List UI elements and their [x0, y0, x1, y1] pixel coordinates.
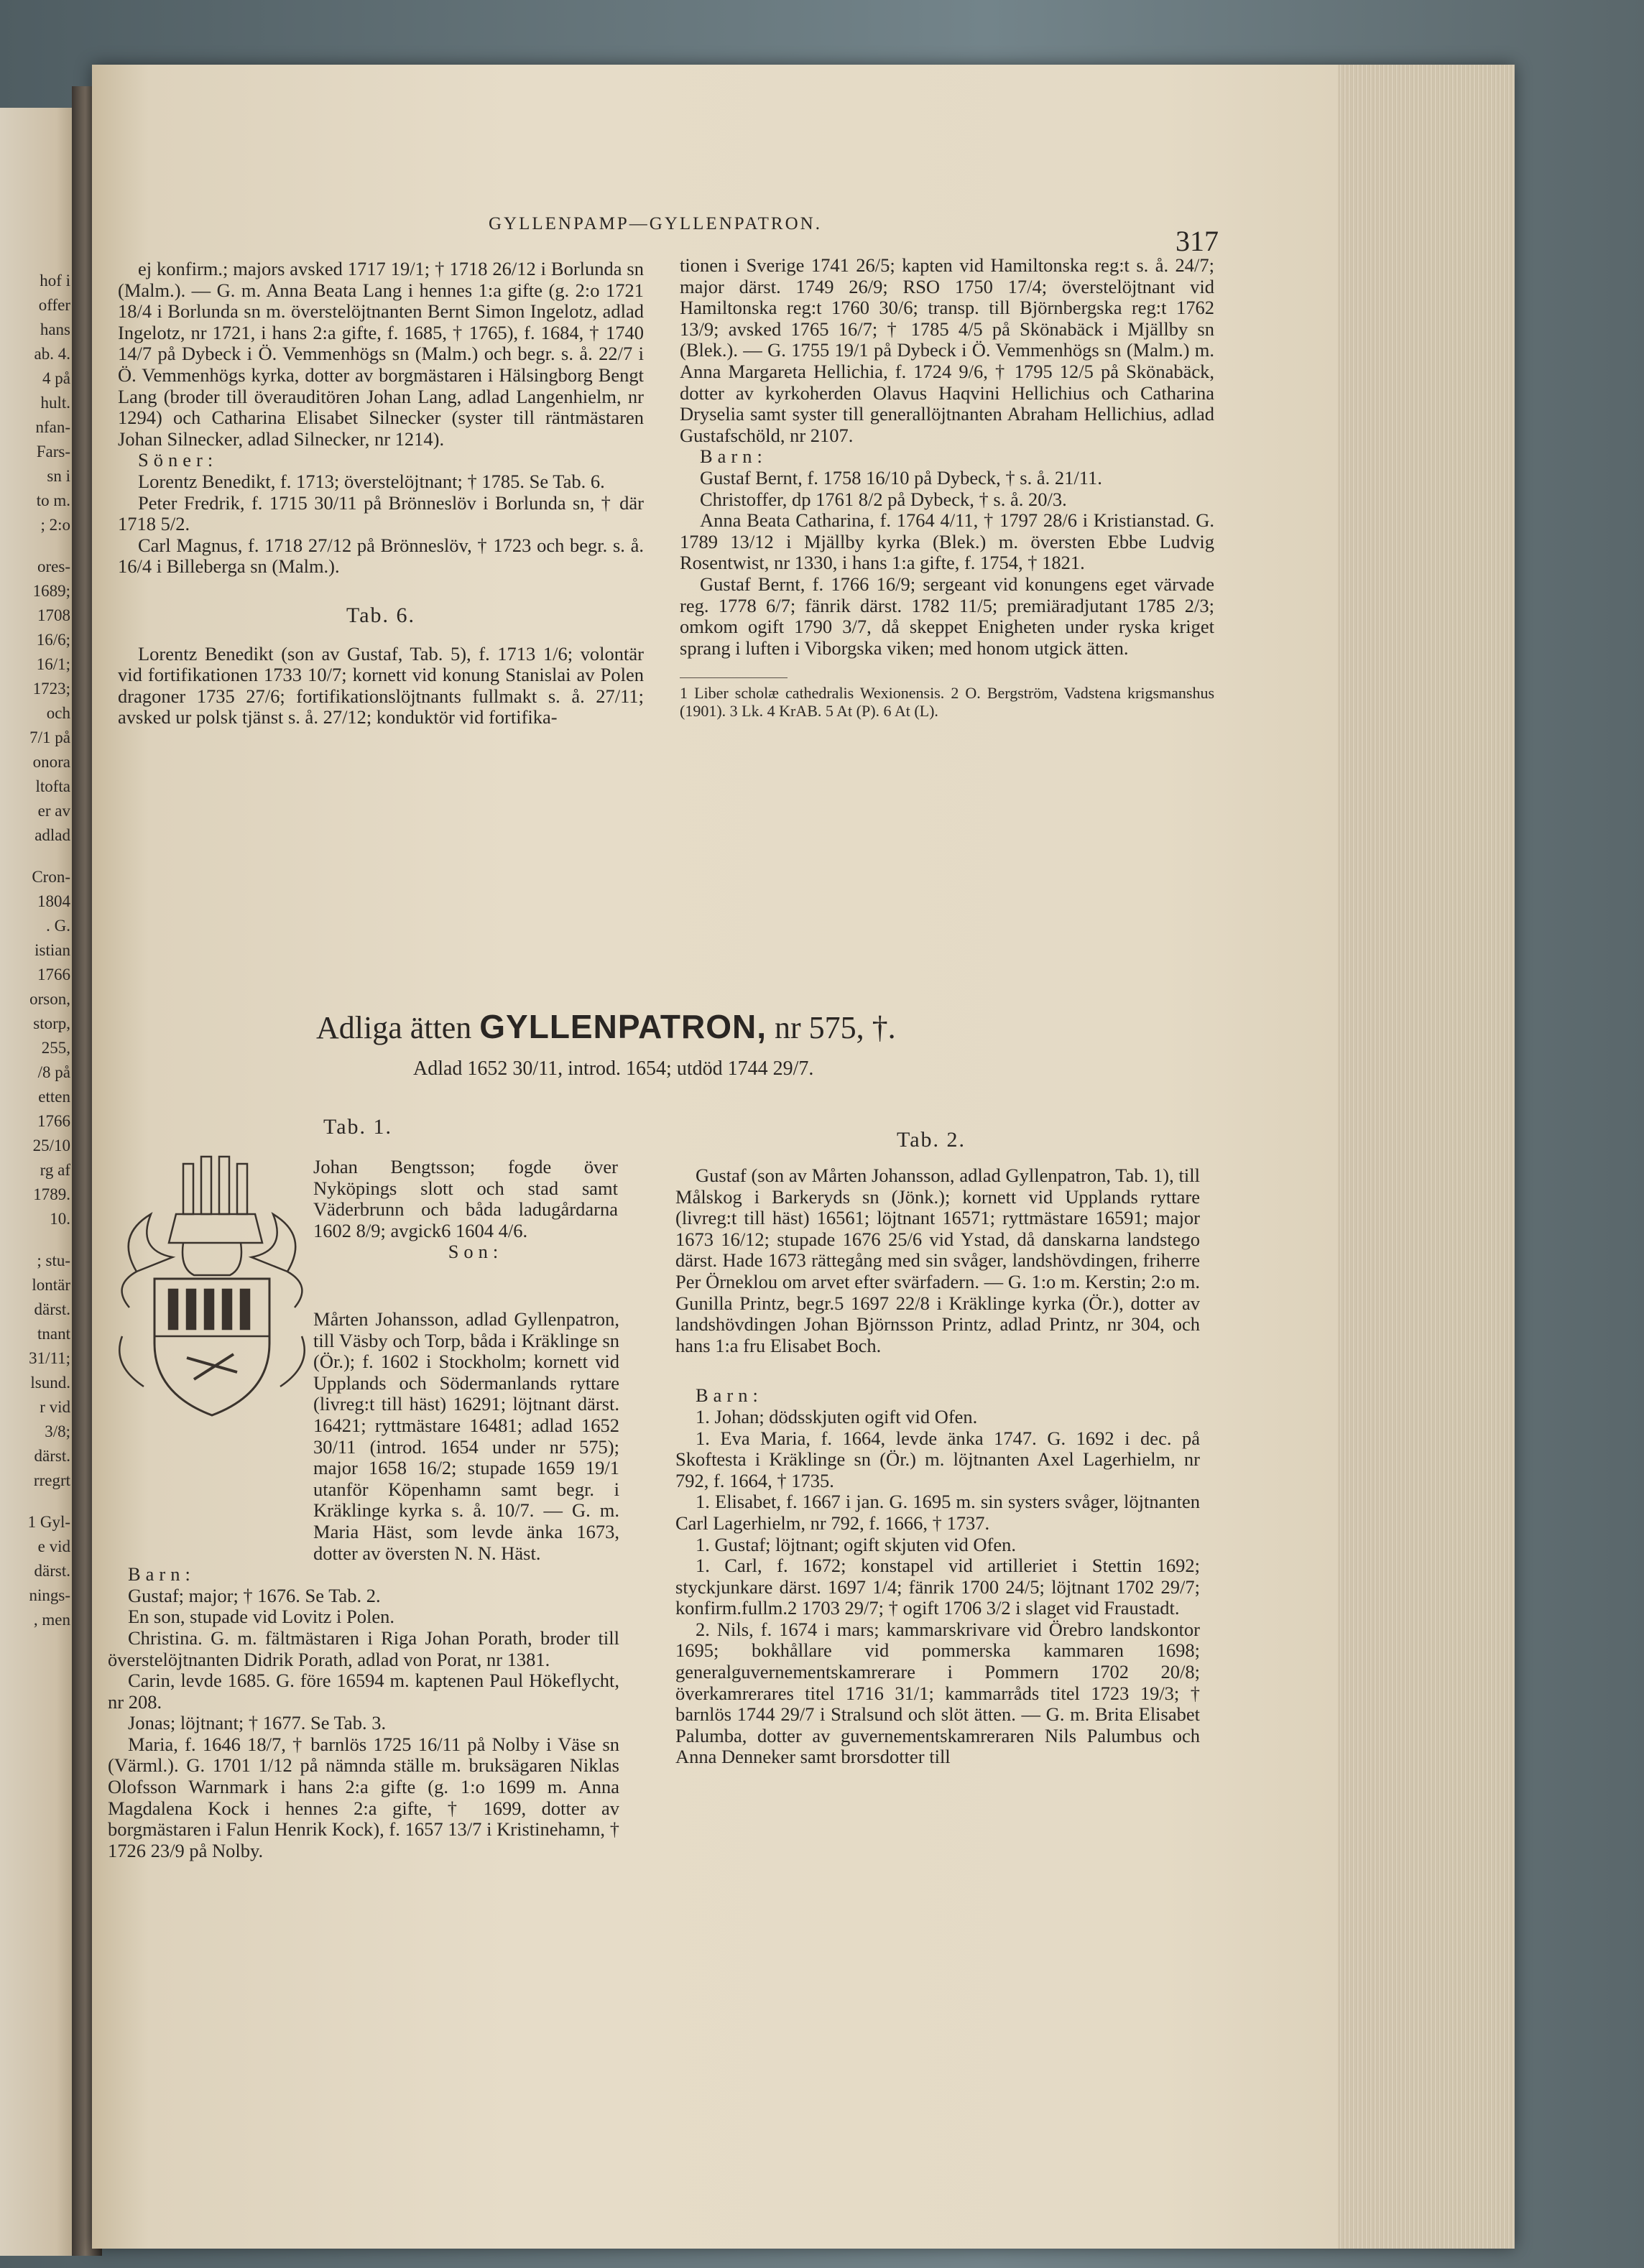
- list-item: Carin, levde 1685. G. före 16594 m. kaptenen Paul Hökeflycht, nr 208.: [108, 1670, 619, 1713]
- left-page-fragment: ; stu-: [37, 1251, 70, 1269]
- paragraph: Johan Bengtsson; fogde över Nyköpings slott och stad samt Väderbrunn och båda ladugårdarna 1602 8/9; avgick6 1604 4/6.: [313, 1156, 618, 1241]
- list-item: Carl Magnus, f. 1718 27/12 på Brönneslöv, † 1723 och begr. s. å. 16/4 i Billeberga sn (Malm.).: [118, 534, 644, 578]
- left-page-fragment: to m.: [36, 491, 70, 509]
- left-page-fragment: hof i: [40, 272, 70, 290]
- list-item: Christina. G. m. fältmästaren i Riga Johan Porath, broder till överstelöjtnanten Didrik Porath, adlad von Porat, nr 1381.: [108, 1626, 619, 1670]
- left-page-fragment: lsund.: [30, 1374, 70, 1392]
- section-label: Barn:: [696, 1384, 763, 1407]
- left-page-fragment: 10.: [50, 1210, 70, 1228]
- table-heading: Tab. 6.: [346, 603, 416, 627]
- left-page-fragment: 7/1 på: [29, 728, 70, 746]
- list-item: 1. Johan; dödsskjuten ogift vid Ofen.: [696, 1405, 978, 1427]
- left-page-fragment: istian: [34, 941, 70, 959]
- list-item: Gustaf; major; † 1676. Se Tab. 2.: [128, 1584, 381, 1606]
- left-page-fragment: rregrt: [33, 1471, 70, 1489]
- top-left-column: [118, 259, 644, 728]
- left-page-fragment: nings-: [29, 1586, 70, 1604]
- left-page-edge: [0, 108, 80, 2256]
- footnote-rule: [680, 677, 788, 678]
- left-page-fragment: ores-: [37, 557, 70, 575]
- left-page-fragment: 4 på: [42, 369, 70, 387]
- left-page-fragment: , men: [33, 1611, 70, 1629]
- left-page-fragment: adlad: [34, 826, 70, 844]
- left-page-fragment: ltofta: [35, 777, 70, 795]
- list-item: Peter Fredrik, f. 1715 30/11 på Brönneslöv i Borlunda sn, † där 1718 5/2.: [118, 491, 644, 535]
- tab2-heading: Tab. 2.: [897, 1128, 966, 1152]
- left-page-fragment: 255,: [41, 1039, 70, 1057]
- left-page-fragment: orson,: [29, 990, 70, 1008]
- left-page-fragment: e vid: [37, 1537, 70, 1555]
- left-page-fragment: etten: [38, 1088, 70, 1106]
- left-page-fragment: r vid: [40, 1398, 70, 1416]
- left-page-fragment: rg af: [40, 1161, 70, 1179]
- left-page-fragment: sn i: [47, 467, 70, 485]
- family-title: [316, 1007, 896, 1046]
- left-page-fragment: hans: [40, 320, 70, 338]
- tab1-column: [108, 1309, 619, 1861]
- tab2-column: [675, 1165, 1200, 1768]
- left-page-fragment: hult.: [40, 394, 70, 412]
- title-prefix: Adliga ätten: [316, 1010, 472, 1045]
- left-page-fragment: 1766: [37, 966, 70, 983]
- list-item: Lorentz Benedikt, f. 1713; överstelöjtnant; † 1785. Se Tab. 6.: [138, 470, 605, 492]
- list-item: 1. Gustaf; löjtnant; ogift skjuten vid Ofen.: [696, 1533, 1017, 1555]
- left-page-fragment: lontär: [32, 1276, 70, 1294]
- left-page-fragment: 16/6;: [36, 631, 70, 649]
- left-page-fragment: nfan-: [35, 418, 70, 436]
- left-page-fragment: /8 på: [37, 1063, 70, 1081]
- section-label: Son:: [448, 1241, 504, 1263]
- section-label: Barn:: [128, 1563, 195, 1586]
- left-page-fragment: 16/1;: [36, 655, 70, 673]
- left-page-fragment: därst.: [34, 1562, 70, 1580]
- tab1-heading: Tab. 1.: [323, 1115, 393, 1139]
- section-label: Barn:: [700, 445, 767, 468]
- paragraph: Mårten Johansson, adlad Gyllenpatron, till Väsby och Torp, båda i Kräklinge sn (Ör.); f. 1602 i Stockholm; kornett vid Upplands och Södermanlands ryttare (livreg:t till häst) 16291; löjtnant därst. 16421; ryttmästare 16481; adlad 1652 30/11 (introd. 1654 under nr 575); major 1658 16/2; stupade 1659 19/1 utanför Köpenhamn samt begr. i Kräklinge kyrka s. å. 10/7. — G. m. Maria Häst, som levde änka 1673, dotter av översten N. N. Häst.: [313, 1308, 619, 1564]
- list-item: Gustaf Bernt, f. 1758 16/10 på Dybeck, † s. å. 21/11.: [700, 466, 1102, 489]
- paragraph: ej konfirm.; majors avsked 1717 19/1; † 1718 26/12 i Borlunda sn (Malm.). — G. m. Anna Beata Lang i hennes 1:a gifte (g. 2:o 1721 18/4 i Borlunda sn m. överstelöjtnanten Bernt Simon Ingelotz, adlad Ingelotz, nr 1721, i hans 2:a gifte, f. 1685, † 1765), f. 1684, † 1740 14/7 på Dybeck i Ö. Vemmenhögs sn (Malm.) och begr. s. å. 22/7 i Ö. Vemmenhögs kyrka, dotter av borgmästaren i Hälsingborg Bengt Lang (broder till överauditören Johan Lang, adlad Langenhielm, nr 1294) och Catharina Elisabet Silnecker (syster till räntmästaren Johan Silnecker, adlad Silnecker, nr 1214).: [118, 258, 644, 450]
- left-page-fragment: . G.: [46, 917, 70, 935]
- left-page-fragment: ab. 4.: [34, 345, 70, 363]
- title-suffix: nr 575, †.: [775, 1010, 896, 1045]
- left-page-fragment: onora: [32, 753, 70, 771]
- list-item: Maria, f. 1646 18/7, † barnlös 1725 16/11 på Nolby i Väse sn (Värml.). G. 1701 1/12 på nämnda ställe m. bruksägaren Niklas Olofsson Warnmark i hans 2:a gifte (g. 1:o 1699 m. Anna Magdalena Kock i hennes 2:a gifte, † 1699, dotter av borgmästaren i Falun Henrik Kock), f. 1657 13/7 i Kristinehamn, † 1726 23/9 på Nolby.: [108, 1733, 619, 1861]
- list-item: En son, stupade vid Lovitz i Polen.: [128, 1606, 394, 1628]
- page-edges: [1338, 65, 1515, 2249]
- left-page-fragment: storp,: [33, 1014, 70, 1032]
- left-page-fragment: 1708: [37, 606, 70, 624]
- left-page-fragment: därst.: [34, 1447, 70, 1465]
- left-page-fragment: 1689;: [32, 582, 70, 600]
- left-page-fragment: Fars-: [36, 443, 70, 460]
- list-item: Christoffer, dp 1761 8/2 på Dybeck, † s. å. 20/3.: [700, 488, 1067, 510]
- paragraph: Gustaf (son av Mårten Johansson, adlad Gyllenpatron, Tab. 1), till Målskog i Barkeryds sn (Jönk.); kornett vid Upplands ryttare (livreg:t till häst) 16561; löjtnant 16571; ryttmästare 16591; major 1673 16/12; stupade 1676 25/6 vid Ystad, då danskarna landstego därst. Hade 1673 rättegång med sin svåger, landshövdingen, friherre Per Örneklou om arvet efter svärfadern. — G. 1:o m. Kerstin; 2:o m. Gunilla Printz, begr.5 1697 22/8 i Kräklinge kyrka (Ör.), dotter av landshövdingen Johan Björnsson Printz, adlad Printz, nr 304, och hans 1:a fru Elisabet Boch.: [675, 1165, 1200, 1356]
- family-name: GYLLENPATRON,: [479, 1008, 767, 1045]
- left-page-fragment: er av: [37, 802, 70, 820]
- left-page-fragment: 31/11;: [29, 1349, 70, 1367]
- list-item: Jonas; löjtnant; † 1677. Se Tab. 3.: [128, 1712, 387, 1734]
- left-page-fragment: ; 2:o: [40, 516, 70, 534]
- left-page-fragment: därst.: [34, 1300, 70, 1318]
- list-item: Gustaf Bernt, f. 1766 16/9; sergeant vid konungens eget värvade reg. 1778 6/7; fänrik därst. 1782 11/5; premiäradjutant 1785 2/3; omkom ogift 1790 3/7, då skeppet Enigheten under ryska kriget sprang i luften i Viborgska viken; med honom utgick ätten.: [680, 573, 1214, 659]
- running-title: GYLLENPAMP—GYLLENPATRON.: [489, 214, 822, 233]
- paragraph: Lorentz Benedikt (son av Gustaf, Tab. 5), f. 1713 1/6; volontär vid fortifikationen 1733 10/7; kornett vid konung Stanislai av Polen dragoner 1735 27/6; fortifikationslöjtnants fullmakt s. å. 27/11; avsked ur polsk tjänst s. å. 27/12; konduktör vid fortifika-: [118, 642, 644, 728]
- left-page-fragment: 1804: [37, 892, 70, 910]
- left-page-fragment: 25/10: [32, 1137, 70, 1154]
- left-page-fragment: och: [46, 704, 70, 722]
- list-item: 1. Eva Maria, f. 1664, levde änka 1747. G. 1692 i dec. på Skoftesta i Kräklinge sn (Ör.) m. löjtnanten Axel Lagerhielm, nr 792, f. 1664, † 1735.: [675, 1427, 1200, 1491]
- list-item: 1. Carl, f. 1672; konstapel vid artilleriet i Stettin 1692; styckjunkare därst. 1697 1/4; fänrik 1700 24/5; löjtnant 1702 29/7; konfirm.fullm.2 1703 29/7; † ogift 1706 3/2 i slaget vid Fraustadt.: [675, 1555, 1200, 1619]
- left-page-fragment: 1766: [37, 1112, 70, 1130]
- list-item: Anna Beata Catharina, f. 1764 4/11, † 1797 28/6 i Kristianstad. G. 1789 13/12 i Mjällby kyrka (Blek.) m. översten Ebbe Ludvig Rosentwist, nr 1330, i hans 1:a gifte, f. 1754, † 1821.: [680, 509, 1214, 574]
- top-right-column: [680, 255, 1214, 720]
- list-item: 2. Nils, f. 1674 i mars; kammarskrivare vid Örebro landskontor 1695; bokhållare vid pommerska kammaren 1698; generalguvernementskamrerare i Pommern 1702 20/8; överkamrerares titel 1716 31/1; kammarråds titel 1723 19/3; † barnlös 1744 29/7 i Stralsund och slöt ätten. — G. m. Brita Elisabet Palumba, dotter av guvernementskamreraren Nils Palumbus och Anna Denneker samt brorsdotter till: [675, 1618, 1200, 1768]
- left-page-fragment: tnant: [37, 1325, 70, 1343]
- section-label: Söner:: [138, 449, 218, 471]
- left-page-fragment: 1723;: [32, 680, 70, 698]
- paragraph: tionen i Sverige 1741 26/5; kapten vid Hamiltonska reg:t s. å. 24/7; major därst. 1749 26/9; RSO 1750 17/4; överstelöjtnant vid Hamiltonska reg:t 1760 30/6; transp. till Björnbergska reg:t 1762 13/9; avsked 1765 16/7; † 1785 4/5 på Skönabäck i Mjällby sn (Blek.). — G. 1755 19/1 på Dybeck i Ö. Vemmenhögs sn (Malm.) m. Anna Margareta Hellichia, f. 1724 9/6, † 1795 12/5 på Skönabäck, dotter av kyrkoherden Olavus Haqvini Hellichius och Catharina Dryselia samt syster till generallöjtnanten Abraham Hellichius, adlad Gustafschöld, nr 2107.: [680, 254, 1214, 446]
- left-page-fragment: 3/8;: [45, 1422, 70, 1440]
- left-page-fragment: offer: [38, 296, 70, 314]
- family-subtitle: Adlad 1652 30/11, introd. 1654; utdöd 1744 29/7.: [413, 1057, 814, 1080]
- page-number: 317: [1176, 225, 1219, 257]
- left-page-fragment: 1789.: [33, 1185, 70, 1203]
- left-page-fragment: Cron-: [32, 868, 70, 886]
- tab1-lead: [313, 1157, 618, 1263]
- footnotes: 1 Liber scholæ cathedralis Wexionensis. 2 O. Bergström, Vadstena krigsmanshus (1901). 3 Lk. 4 KrAB. 5 At (P). 6 At (L).: [680, 684, 1214, 721]
- list-item: 1. Elisabet, f. 1667 i jan. G. 1695 m. sin systers svåger, löjtnanten Carl Lagerhielm, nr 792, f. 1666, † 1737.: [675, 1491, 1200, 1534]
- left-page-fragment: 1 Gyl-: [27, 1513, 70, 1531]
